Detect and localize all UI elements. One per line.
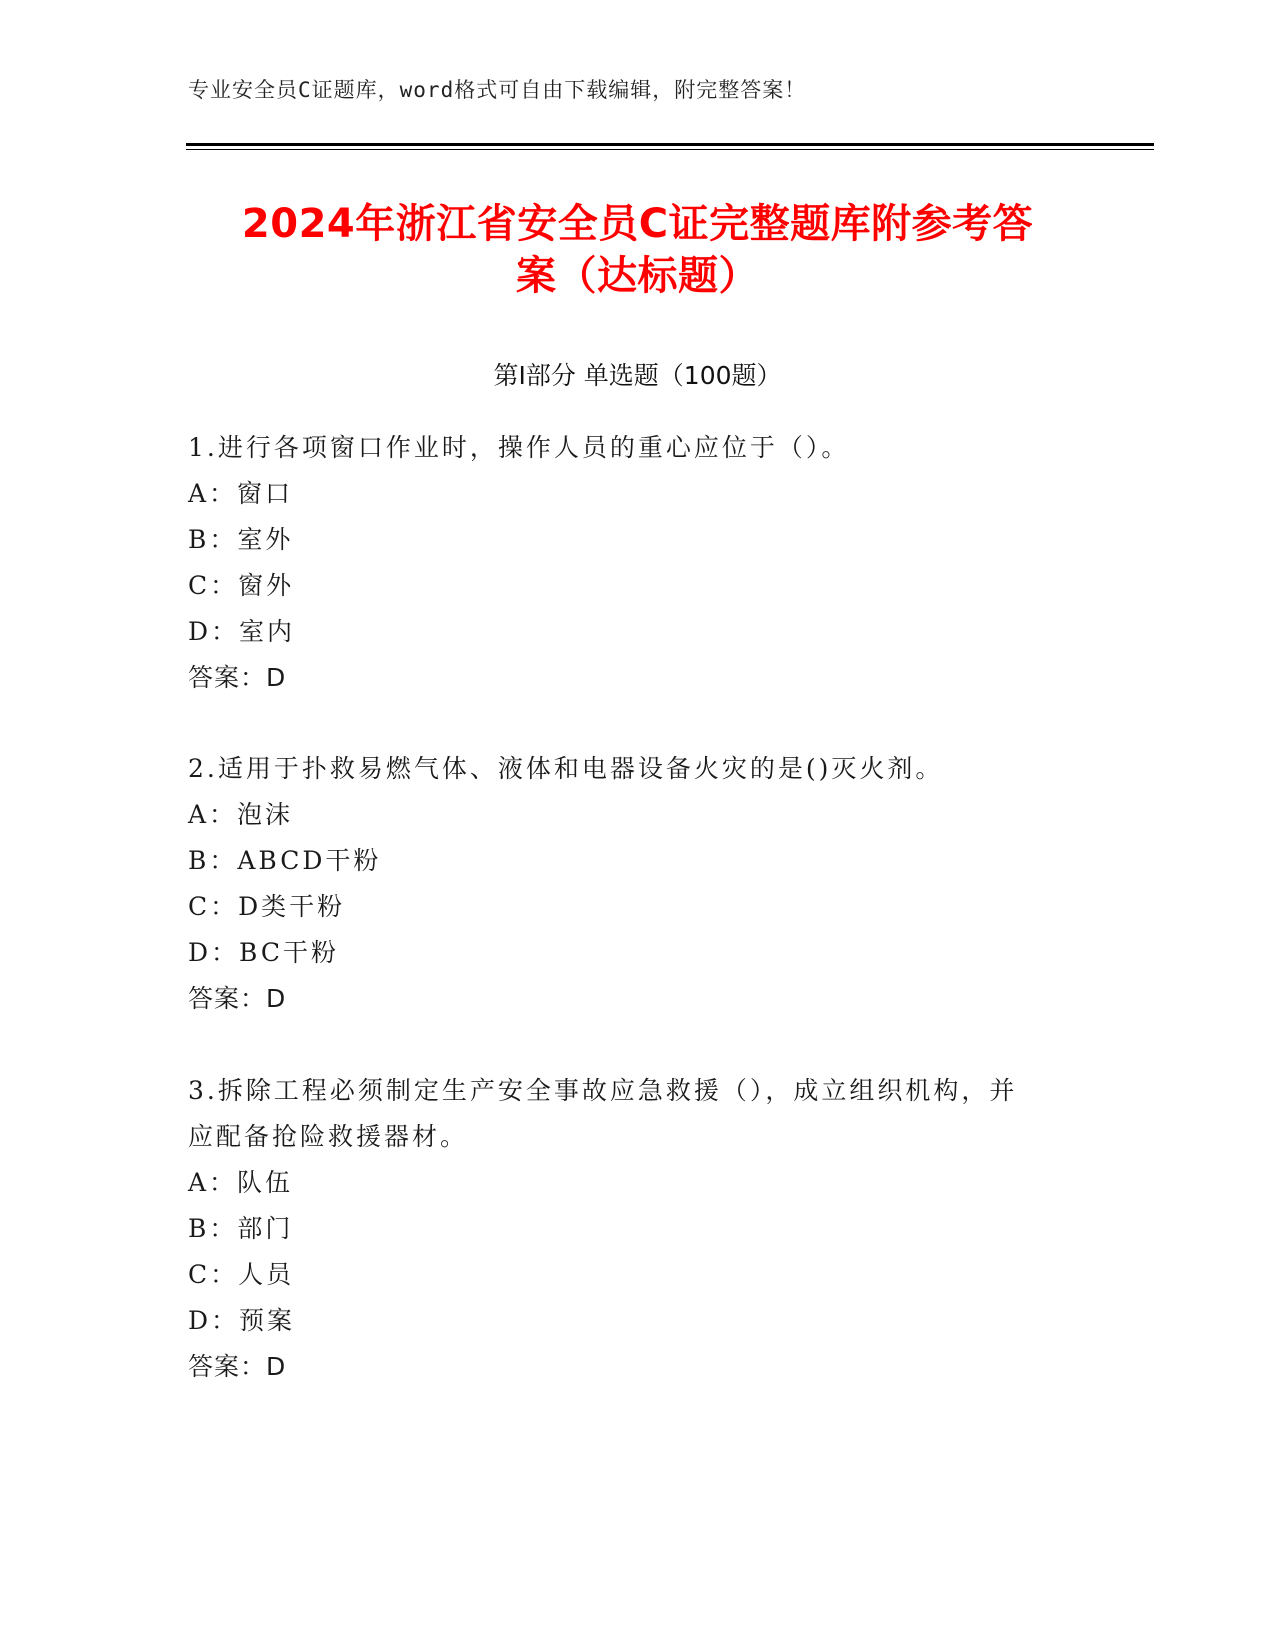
question-3 [188,1068,1088,1390]
answer-line: 答案：D [188,984,287,1013]
option-a: A：泡沫 [188,800,294,829]
option-c: C：人员 [188,1260,295,1289]
question-stem: 3.拆除工程必须制定生产安全事故应急救援（），成立组织机构，并 [188,1076,1018,1105]
option-a: A：队伍 [188,1168,294,1197]
question-stem: 1.进行各项窗口作业时，操作人员的重心应位于（）。 [188,433,850,462]
question-stem: 2.适用于扑救易燃气体、液体和电器设备火灾的是()灭火剂。 [188,754,944,783]
question-1 [188,425,1088,701]
question-stem-continued: 应配备抢险救援器材。 [188,1122,469,1151]
header-note: 专业安全员C证题库，word格式可自由下载编辑，附完整答案！ [188,78,807,102]
option-d: D：室内 [188,617,296,646]
option-b: B：ABCD干粉 [188,846,382,875]
answer-line: 答案：D [188,663,287,692]
option-d: D：BC干粉 [188,938,340,967]
option-b: B：部门 [188,1214,294,1243]
option-c: C：窗外 [188,571,295,600]
header-rule-thick [186,143,1154,146]
option-a: A：窗口 [188,479,294,508]
question-2 [188,746,1088,1022]
section-heading: 第Ⅰ部分 单选题（100题） [493,361,782,390]
option-d: D：预案 [188,1306,296,1335]
document-title-line-2: 案（达标题） [516,253,759,299]
option-b: B：室外 [188,525,294,554]
document-title-line-1: 2024年浙江省安全员C证完整题库附参考答 [241,201,1034,247]
document-title [160,198,1115,302]
answer-line: 答案：D [188,1352,287,1381]
option-c: C：D类干粉 [188,892,346,921]
header-rule-thin [186,149,1154,150]
